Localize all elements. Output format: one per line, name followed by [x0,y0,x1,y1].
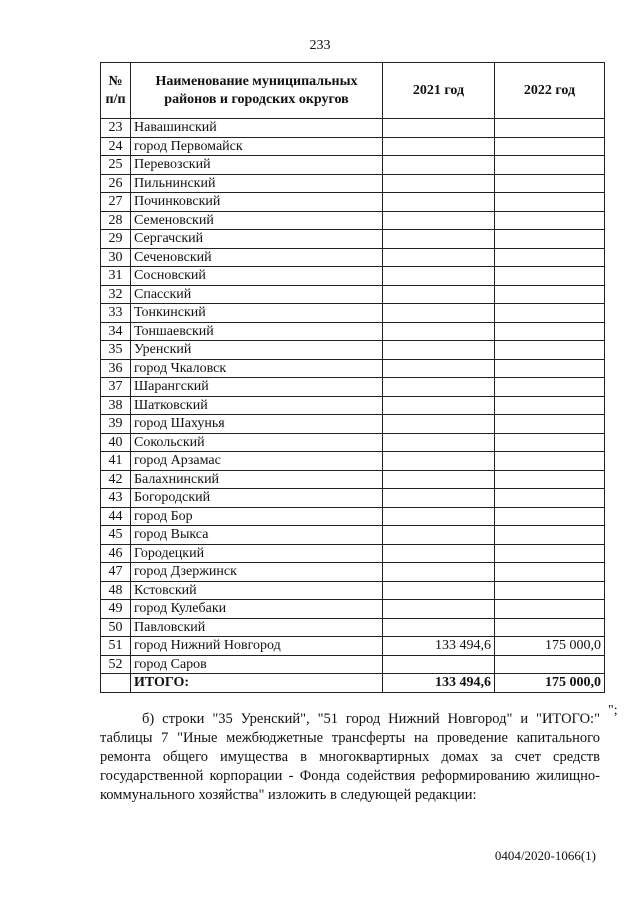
row-2021 [383,581,495,600]
row-number: 29 [101,230,131,249]
row-number: 27 [101,193,131,212]
row-2021 [383,193,495,212]
row-name: Пильнинский [131,174,383,193]
table-row [101,193,605,212]
row-2022 [495,193,605,212]
row-2022 [495,600,605,619]
row-2021 [383,119,495,138]
row-number: 23 [101,119,131,138]
row-2021 [383,322,495,341]
row-2022 [495,489,605,508]
row-number: 49 [101,600,131,619]
row-2022 [495,174,605,193]
table-row [101,304,605,323]
row-2022 [495,433,605,452]
row-2022 [495,507,605,526]
row-number: 35 [101,341,131,360]
table-row [101,433,605,452]
table-row [101,507,605,526]
row-2022 [495,285,605,304]
row-number: 47 [101,563,131,582]
row-number: 28 [101,211,131,230]
row-name: Шатковский [131,396,383,415]
table-row [101,174,605,193]
row-2022 [495,544,605,563]
table-row [101,489,605,508]
table-row [101,341,605,360]
table-row [101,156,605,175]
row-name: город Дзержинск [131,563,383,582]
table-row [101,452,605,471]
row-number: 39 [101,415,131,434]
row-number: 42 [101,470,131,489]
row-2021 [383,267,495,286]
row-name: Уренский [131,341,383,360]
table-row [101,526,605,545]
table-row [101,637,605,656]
row-2021 [383,452,495,471]
row-2021 [383,378,495,397]
row-2022 [495,211,605,230]
row-name: Тонкинский [131,304,383,323]
row-2021 [383,230,495,249]
row-2021 [383,137,495,156]
row-2021 [383,174,495,193]
row-name: Перевозский [131,156,383,175]
row-name: Семеновский [131,211,383,230]
row-number: 38 [101,396,131,415]
row-2021 [383,526,495,545]
table-row [101,137,605,156]
row-name: город Арзамас [131,452,383,471]
row-name: Шарангский [131,378,383,397]
header-2022: 2022 год [495,63,605,119]
row-2021 [383,285,495,304]
row-number: 41 [101,452,131,471]
table-row [101,544,605,563]
table-row [101,230,605,249]
row-name: Богородский [131,489,383,508]
table-row [101,378,605,397]
row-2021 [383,396,495,415]
row-2021 [383,470,495,489]
row-2021 [383,341,495,360]
row-name: Спасский [131,285,383,304]
amendment-paragraph [100,710,600,805]
transfers-table [100,62,605,693]
row-2021: 133 494,6 [383,637,495,656]
row-2022 [495,248,605,267]
row-number: 48 [101,581,131,600]
row-number: 36 [101,359,131,378]
row-number: 50 [101,618,131,637]
row-name: Сергачский [131,230,383,249]
row-number [101,674,131,693]
row-2022 [495,304,605,323]
row-name: Павловский [131,618,383,637]
row-name: город Кулебаки [131,600,383,619]
row-2021 [383,156,495,175]
row-name: город Выкса [131,526,383,545]
header-num: № п/п [101,63,131,119]
row-name: Кстовский [131,581,383,600]
row-2022 [495,581,605,600]
row-number: 46 [101,544,131,563]
header-2021: 2021 год [383,63,495,119]
row-2021 [383,248,495,267]
row-2021 [383,489,495,508]
table-row [101,119,605,138]
row-2022 [495,618,605,637]
row-2021 [383,211,495,230]
row-2022 [495,322,605,341]
row-number: 37 [101,378,131,397]
table-closing-quote: "; [608,703,618,718]
row-name: Сокольский [131,433,383,452]
row-name: Починковский [131,193,383,212]
row-2022 [495,267,605,286]
table-row [101,322,605,341]
row-2022 [495,470,605,489]
row-2021 [383,544,495,563]
row-number: 30 [101,248,131,267]
row-2022 [495,359,605,378]
row-2022 [495,230,605,249]
row-name: город Первомайск [131,137,383,156]
row-2021 [383,600,495,619]
row-number: 34 [101,322,131,341]
row-2022 [495,526,605,545]
row-name: город Шахунья [131,415,383,434]
row-2021 [383,655,495,674]
row-name: Сеченовский [131,248,383,267]
row-name: Городецкий [131,544,383,563]
row-number: 26 [101,174,131,193]
row-2021 [383,618,495,637]
table-header-row [101,63,605,119]
row-number: 33 [101,304,131,323]
row-2022 [495,119,605,138]
row-name: Сосновский [131,267,383,286]
table-row [101,267,605,286]
table-row [101,396,605,415]
row-number: 51 [101,637,131,656]
table-row [101,563,605,582]
row-2022 [495,378,605,397]
document-code: 0404/2020-1066(1) [494,848,596,863]
table-row [101,655,605,674]
header-name: Наименование муниципальных районов и городских округов [131,63,383,119]
row-2021 [383,415,495,434]
row-2022: 175 000,0 [495,637,605,656]
table-total-row [101,674,605,693]
row-2022 [495,156,605,175]
row-2021 [383,304,495,323]
row-name: ИТОГО: [131,674,383,693]
row-2022 [495,341,605,360]
table-row [101,248,605,267]
amendment-text: б) строки "35 Уренский", "51 город Нижний Новгород" и "ИТОГО:" таблицы 7 "Иные межбюджетные трансферты на проведение капитального ремонта общего имущества в многоквартирных домах за счет средств государственной корпорации - Фонда содействия реформированию жилищно-коммунального хозяйства" изложить в следующей редакции: [100,711,600,803]
row-number: 43 [101,489,131,508]
row-2022: 175 000,0 [495,674,605,693]
page-number: 233 [309,38,331,53]
row-number: 32 [101,285,131,304]
row-number: 31 [101,267,131,286]
row-2022 [495,452,605,471]
row-name: город Саров [131,655,383,674]
row-2022 [495,396,605,415]
row-2022 [495,137,605,156]
row-2021 [383,563,495,582]
row-2021 [383,359,495,378]
row-number: 24 [101,137,131,156]
row-2022 [495,655,605,674]
row-2022 [495,563,605,582]
row-name: Навашинский [131,119,383,138]
row-name: город Нижний Новгород [131,637,383,656]
table-row [101,581,605,600]
row-2021 [383,507,495,526]
row-number: 25 [101,156,131,175]
row-2022 [495,415,605,434]
table-row [101,470,605,489]
row-name: Тоншаевский [131,322,383,341]
row-number: 45 [101,526,131,545]
row-name: город Бор [131,507,383,526]
table-row [101,415,605,434]
row-number: 40 [101,433,131,452]
row-name: Балахнинский [131,470,383,489]
table-row [101,285,605,304]
table-row [101,359,605,378]
table-row [101,211,605,230]
row-2021 [383,433,495,452]
row-2021: 133 494,6 [383,674,495,693]
row-number: 52 [101,655,131,674]
row-name: город Чкаловск [131,359,383,378]
table-row [101,618,605,637]
table-row [101,600,605,619]
row-number: 44 [101,507,131,526]
